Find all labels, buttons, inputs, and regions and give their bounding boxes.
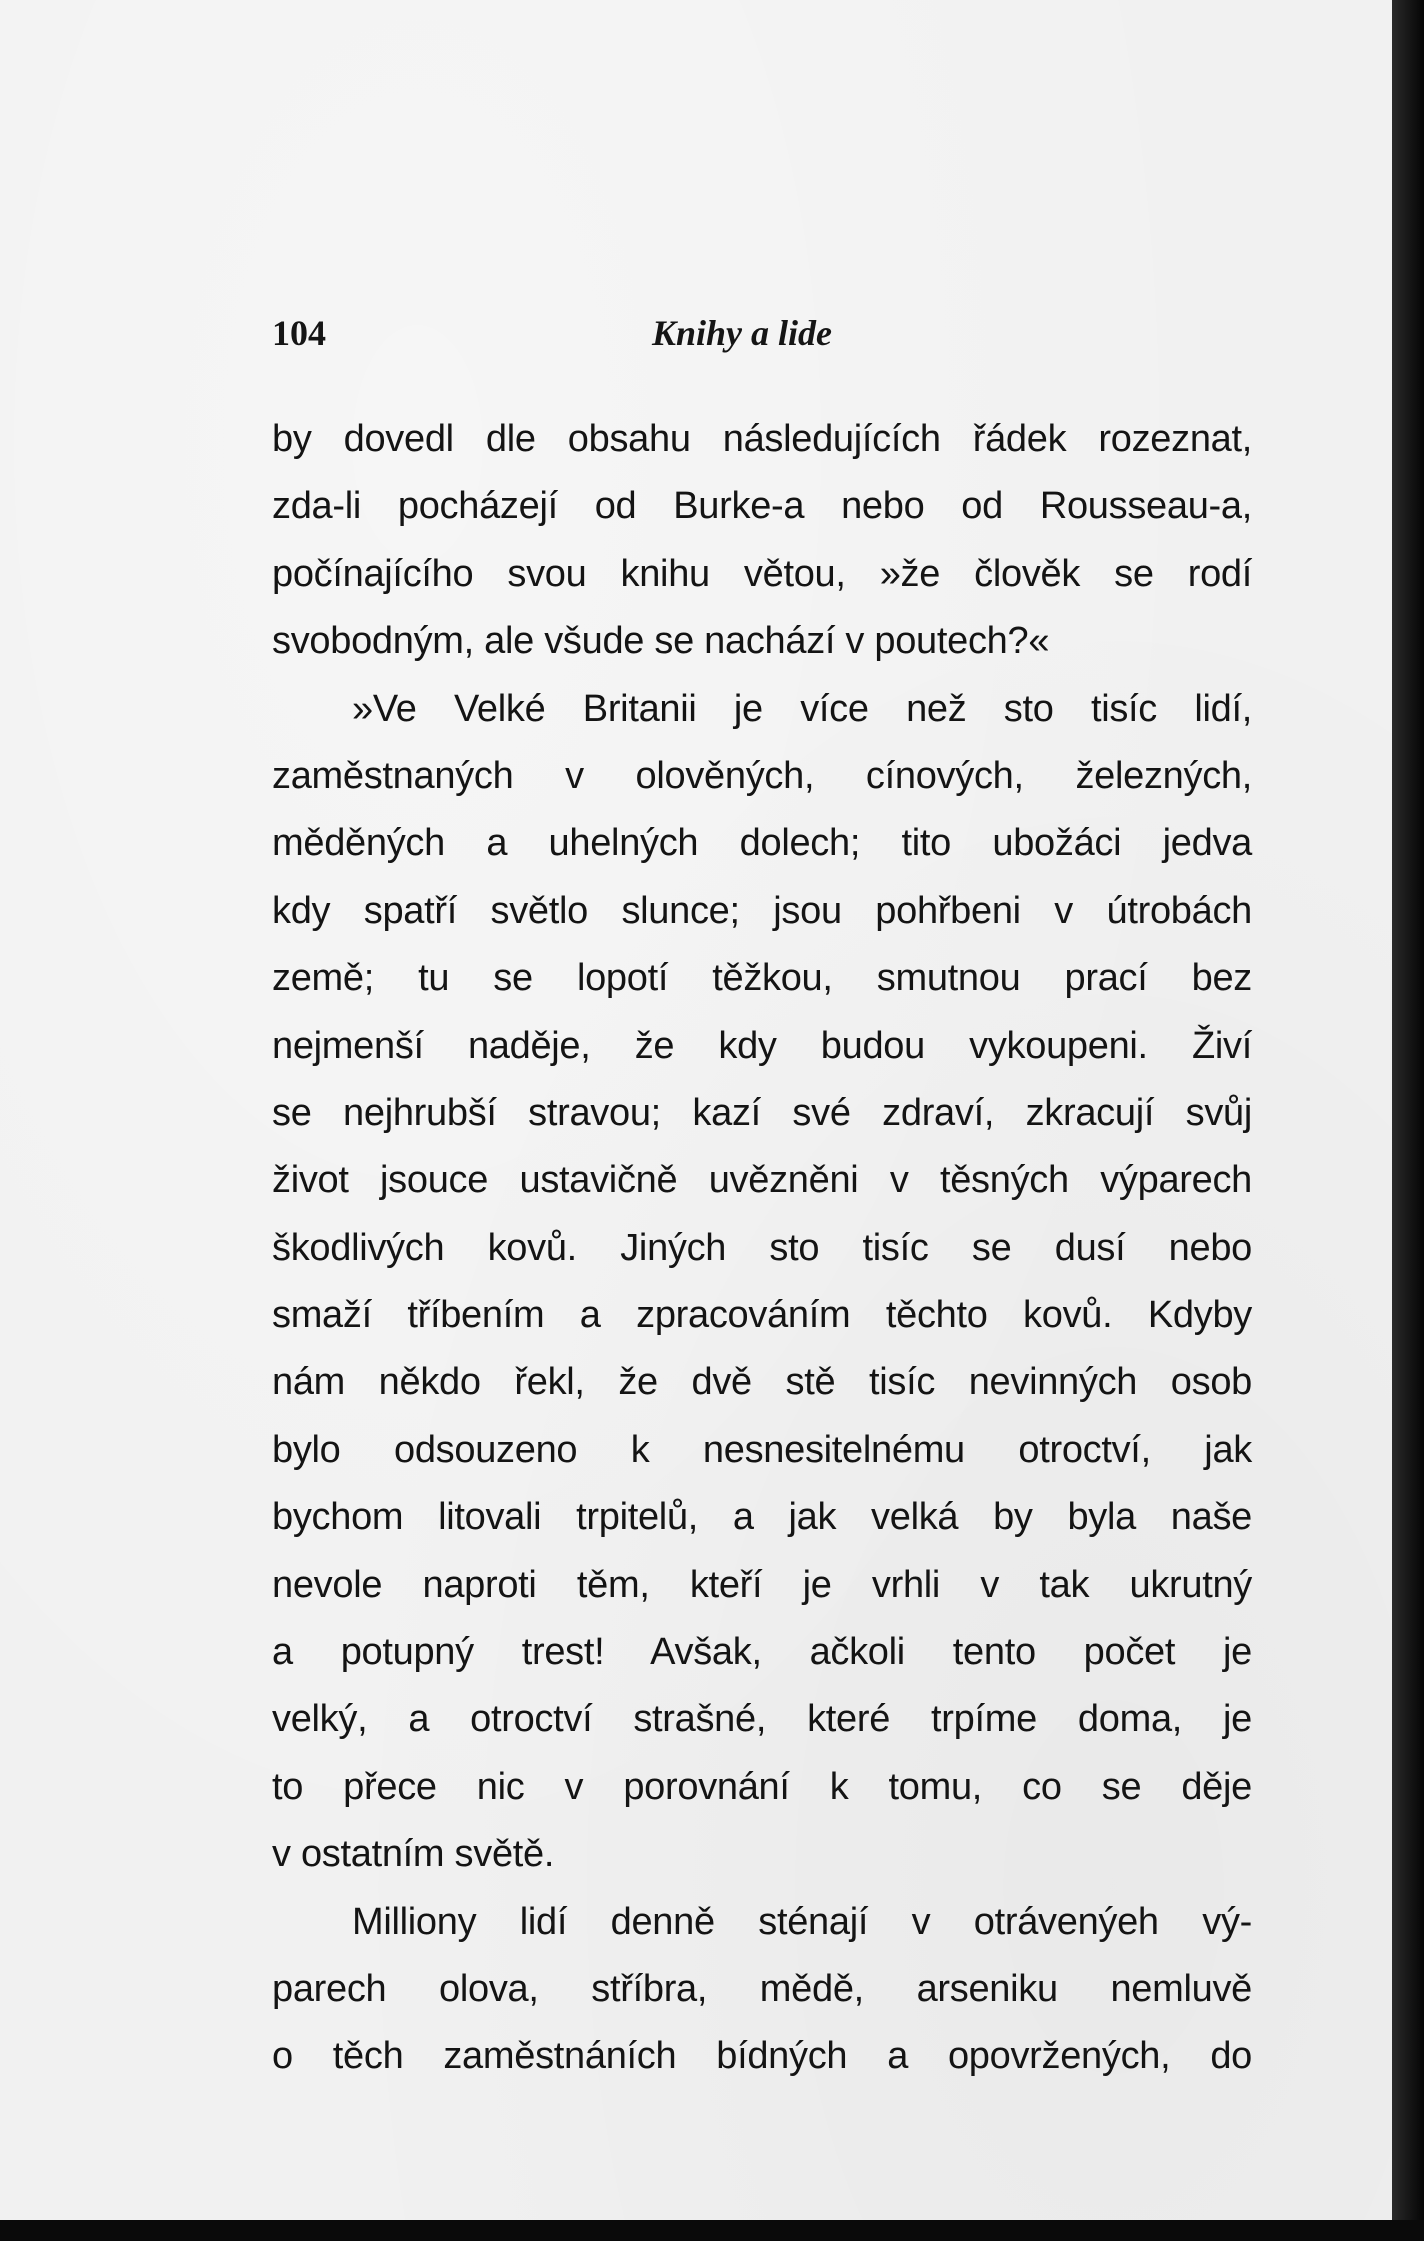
text-line: zaměstnaných v olověných, cínových, železných, (272, 754, 1252, 797)
paragraph-start-line: Milliony lidí denně sténají v otrávenýeh vý- (352, 1900, 1252, 1943)
text-line: by dovedl dle obsahu následujících řádek rozeznat, (272, 418, 1252, 460)
book-spine-shadow (1392, 0, 1424, 2241)
text-line: měděných a uhelných dolech; tito ubožáci jedva (272, 822, 1252, 865)
text-line: nejmenší naděje, že kdy budou vykoupeni. Živí (272, 1024, 1252, 1067)
text-line: nevole naproti těm, kteří je vrhli v tak ukrutný (272, 1563, 1252, 1606)
running-title: Knihy a lide (652, 313, 833, 353)
text-line: velký, a otroctví strašné, které trpíme doma, je (272, 1698, 1252, 1741)
text-line: v ostatním světě. (272, 1833, 555, 1876)
text-line: nám někdo řekl, že dvě stě tisíc nevinných osob (272, 1361, 1252, 1404)
text-line: bychom litovali trpitelů, a jak velká by byla naše (272, 1496, 1252, 1539)
text-line: bylo odsouzeno k nesnesitelnému otroctví, jak (272, 1428, 1252, 1471)
page-header (272, 312, 1258, 364)
text-line: škodlivých kovů. Jiných sto tisíc se dusí nebo (272, 1226, 1252, 1269)
text-line: to přece nic v porovnání k tomu, co se děje (272, 1765, 1252, 1808)
text-line: smaží tříbením a zpracováním těchto kovů. Kdyby (272, 1294, 1252, 1337)
text-line: svobodným, ale všude se nachází v poutech?« (272, 620, 1050, 663)
text-line: o těch zaměstnáních bídných a opovržených, do (272, 2035, 1252, 2078)
text-line: počínajícího svou knihu větou, »že člověk se rodí (272, 552, 1252, 595)
text-line: a potupný trest! Avšak, ačkoli tento počet je (272, 1631, 1252, 1674)
text-line: parech olova, stříbra, mědě, arseniku nemluvě (272, 1967, 1252, 2010)
text-line: se nejhrubší stravou; kazí své zdraví, zkracují svůj (272, 1091, 1252, 1134)
paragraph-start-line: »Ve Velké Britanii je více než sto tisíc lidí, (352, 687, 1252, 730)
page-bottom-edge (0, 2220, 1424, 2241)
text-line: život jsouce ustavičně uvězněni v těsných výparech (272, 1159, 1252, 1202)
page-number: 104 (272, 313, 326, 353)
text-line: zda-li pocházejí od Burke-a nebo od Rousseau-a, (272, 485, 1252, 528)
text-line: kdy spatří světlo slunce; jsou pohřbeni v útrobách (272, 889, 1252, 932)
body-text (272, 406, 1252, 2091)
text-line: země; tu se lopotí těžkou, smutnou prací bez (272, 957, 1252, 1000)
